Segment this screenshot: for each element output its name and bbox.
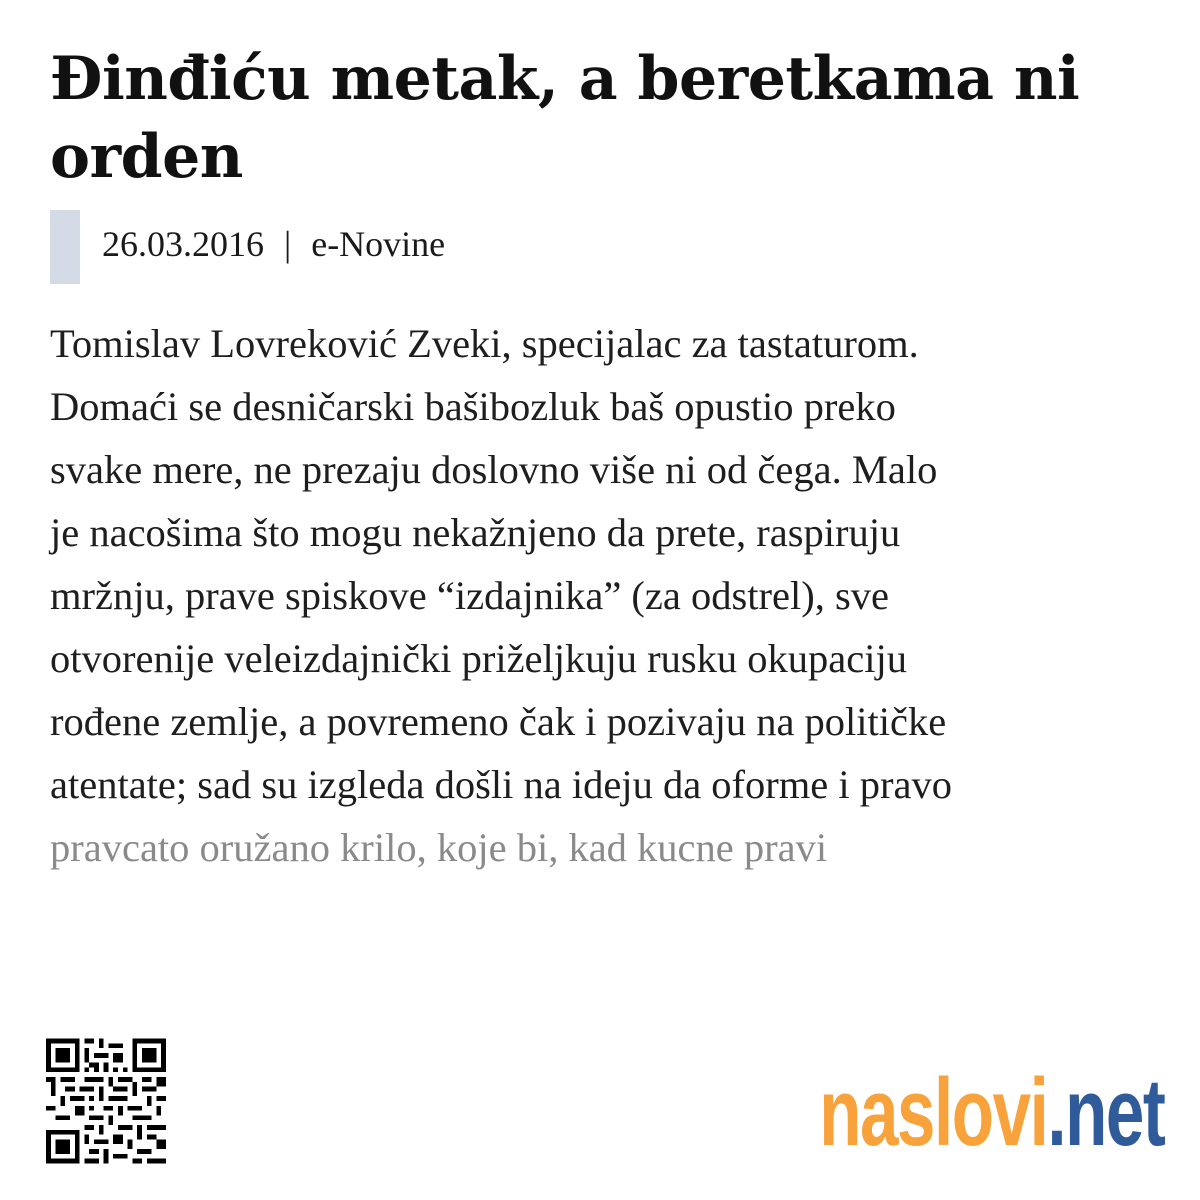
qr-code-icon bbox=[46, 1038, 166, 1164]
article-title: Đinđiću metak, a beretkama ni orden bbox=[50, 44, 1080, 192]
body-line: atentate; sad su izgleda došli na ideju da oforme i pravo bbox=[50, 762, 952, 807]
article-meta bbox=[50, 210, 445, 284]
meta-text bbox=[102, 223, 445, 265]
meta-separator: | bbox=[284, 224, 292, 264]
body-line: otvorenije veleizdajnički priželjkuju rusku okupaciju bbox=[50, 636, 907, 681]
article-source: e-Novine bbox=[311, 224, 446, 264]
body-line: Tomislav Lovreković Zveki, specijalac za tastaturom. bbox=[50, 321, 919, 366]
article-date: 26.03.2016 bbox=[102, 224, 264, 264]
meta-accent-bar bbox=[50, 210, 80, 284]
body-line: Domaći se desničarski bašibozluk baš opustio preko bbox=[50, 384, 896, 429]
body-line: mržnju, prave spiskove “izdajnika” (za odstrel), sve bbox=[50, 573, 889, 618]
brand-logo[interactable] bbox=[819, 1058, 1164, 1168]
article-body bbox=[50, 312, 1170, 879]
brand-logo-part2: .net bbox=[1046, 1059, 1164, 1166]
body-line: svake mere, ne prezaju doslovno više ni od čega. Malo bbox=[50, 447, 938, 492]
body-line: rođene zemlje, a povremeno čak i pozivaju na političke bbox=[50, 699, 947, 744]
brand-logo-part1: naslovi bbox=[818, 1059, 1047, 1166]
body-line: je nacošima što mogu nekažnjeno da prete, raspiruju bbox=[50, 510, 901, 555]
body-line-faded: pravcato oružano krilo, koje bi, kad kucne pravi bbox=[50, 825, 828, 870]
